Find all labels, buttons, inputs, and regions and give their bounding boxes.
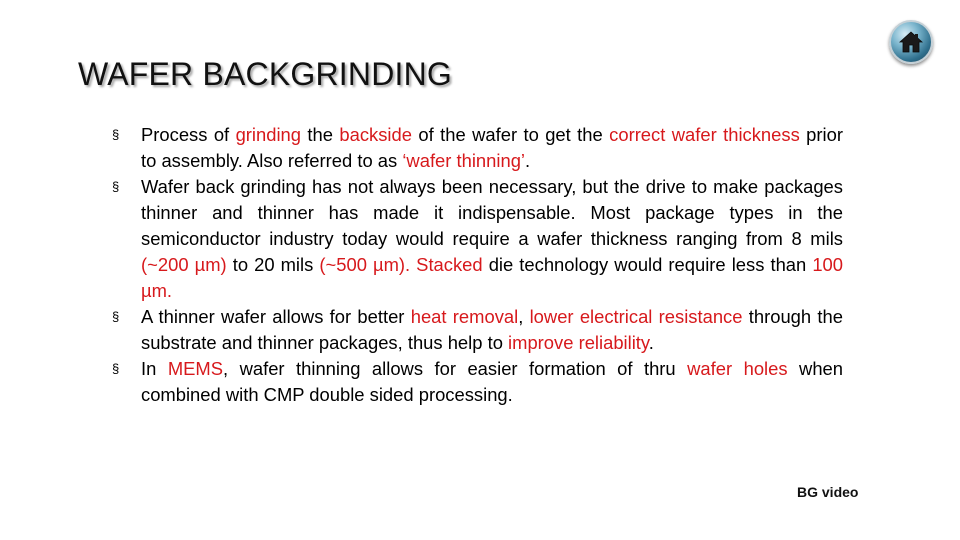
body-text: the xyxy=(301,124,340,145)
highlighted-text: grinding xyxy=(235,124,302,145)
body-text: . xyxy=(648,332,654,353)
body-text: when combined with CMP double sided processing. xyxy=(141,358,844,405)
body-text: prior to assembly. Also referred to as xyxy=(141,124,843,171)
body-text: , wafer thinning allows for easier formation of thru xyxy=(223,358,688,379)
body-text: In xyxy=(141,358,168,379)
highlighted-text: wafer holes xyxy=(687,358,788,379)
bullet-marker: § xyxy=(112,361,120,376)
bullet-item xyxy=(112,122,843,174)
body-text: A thinner wafer allows for better xyxy=(141,306,411,327)
highlighted-text: (~500 µm). Stacked xyxy=(319,254,483,275)
highlighted-text: (~200 µm) xyxy=(141,254,227,275)
body-text: . xyxy=(525,150,531,171)
highlighted-text: backside xyxy=(339,124,412,145)
home-button[interactable] xyxy=(889,20,933,64)
body-text: to 20 mils xyxy=(226,254,320,275)
bullet-marker: § xyxy=(112,127,120,142)
body-text: Wafer back grinding has not always been necessary, but the drive to make packages thinner and thinner has made it indispensable. Most package types in the semiconductor industry today would require a wafer thickness ranging from 8 mils xyxy=(141,176,843,249)
body-text: die technology would require less than xyxy=(482,254,813,275)
bullet-list xyxy=(112,122,843,408)
home-icon xyxy=(899,30,923,54)
bullet-marker: § xyxy=(112,309,120,324)
highlighted-text: 100 µm. xyxy=(141,254,844,301)
bullet-item xyxy=(112,356,843,408)
slide-title: WAFER BACKGRINDING xyxy=(78,56,452,92)
highlighted-text: MEMS xyxy=(167,358,223,379)
highlighted-text: improve reliability xyxy=(508,332,649,353)
bullet-marker: § xyxy=(112,179,120,194)
body-text: , xyxy=(518,306,530,327)
body-text: of the wafer to get the xyxy=(411,124,610,145)
bullet-item xyxy=(112,304,843,356)
bullet-item xyxy=(112,174,843,304)
highlighted-text: ‘wafer thinning’ xyxy=(402,150,526,171)
bg-video-link[interactable]: BG video xyxy=(797,484,859,500)
body-text: through the substrate and thinner packages, thus help to xyxy=(141,306,843,353)
highlighted-text: heat removal xyxy=(410,306,519,327)
body-text: Process of xyxy=(141,124,236,145)
highlighted-text: correct wafer thickness xyxy=(609,124,800,145)
highlighted-text: lower electrical resistance xyxy=(529,306,743,327)
